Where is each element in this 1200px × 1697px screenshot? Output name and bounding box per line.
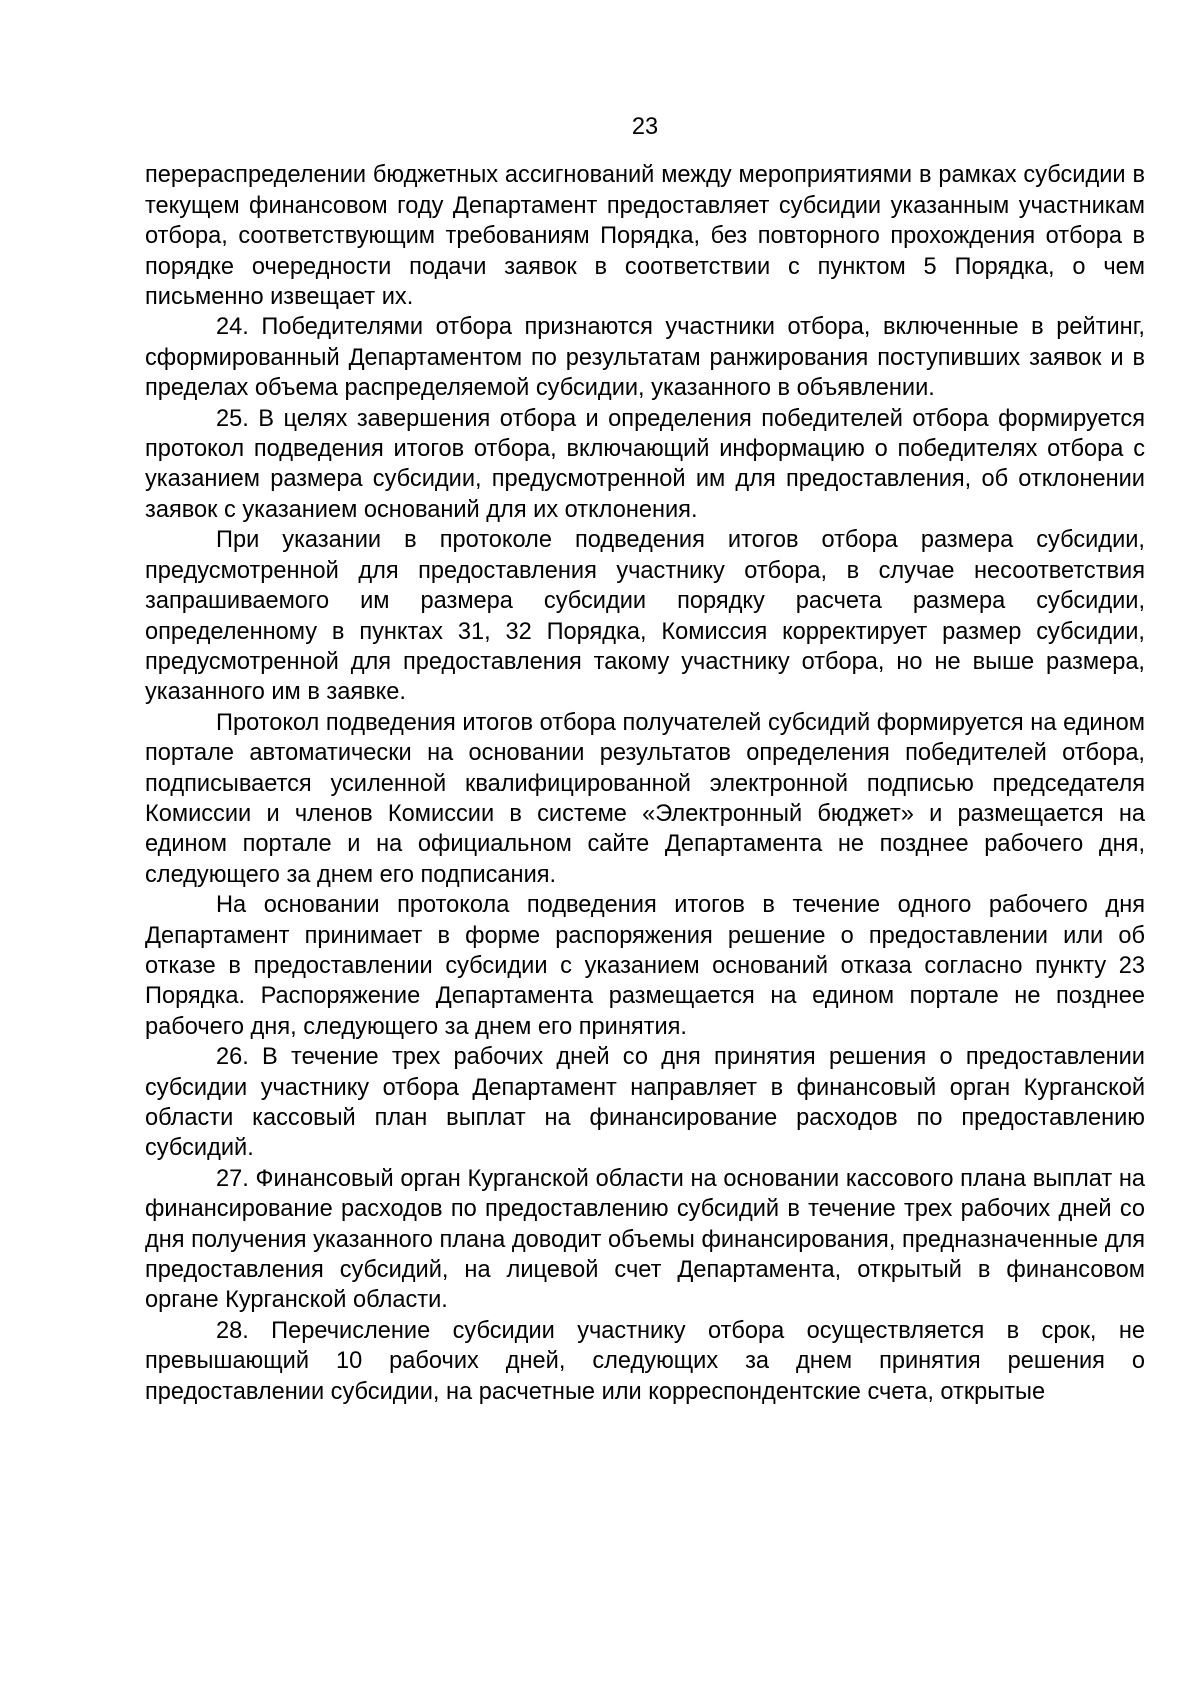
paragraph-protocol: Протокол подведения итогов отбора получателей субсидий формируется на едином портале автоматически на основании результатов определения победителей отбора, подписывается усиленной квалифицированной электронной подписью председателя Комиссии и членов Комиссии в системе «Электронный бюджет» и размещается на едином портале и на официальном сайте Департамента не позднее рабочего дня, следующего за днем его подписания. bbox=[145, 709, 1145, 888]
paragraph-item-25: 25. В целях завершения отбора и определения победителей отбора формируется протокол подведения итогов отбора, включающий информацию о победителях отбора с указанием размера субсидии, предусмотренной им для предоставления, об отклонении заявок с указанием оснований для их отклонения. bbox=[145, 405, 1145, 523]
paragraph-item-27: 27. Финансовый орган Курганской области на основании кассового плана выплат на финансирование расходов по предоставлению субсидий в течение трех рабочих дней со дня получения указанного плана доводит объемы финансирования, предназначенные для предоставления субсидий, на лицевой счет Департамента, открытый в финансовом органе Курганской области. bbox=[145, 1165, 1145, 1314]
page-number: 23 bbox=[631, 114, 659, 140]
paragraph-continuation: перераспределении бюджетных ассигнований между мероприятиями в рамках субсидии в текущем финансовом году Департамент предоставляет субсидии указанным участникам отбора, соответствующим требованиям Порядка, без повторного прохождения отбора в порядке очередности подачи заявок в соответствии с пунктом 5 Порядка, о чем письменно извещает их. bbox=[145, 162, 1145, 311]
paragraph-subsidy-size: При указании в протоколе подведения итогов отбора размера субсидии, предусмотренной для предоставления участнику отбора, в случае несоответствия запрашиваемого им размера субсидии порядку расчета размера субсидии, определенному в пунктах 31, 32 Порядка, Комиссия корректирует размер субсидии, предусмотренной для предоставления такому участнику отбора, но не выше размера, указанного им в заявке. bbox=[145, 527, 1145, 706]
paragraph-item-28: 28. Перечисление субсидии участнику отбора осуществляется в срок, не превышающий 10 рабочих дней, следующих за днем принятия решения о предоставлении субсидии, на расчетные или корреспондентские счета, открытые bbox=[145, 1317, 1145, 1405]
paragraph-item-26: 26. В течение трех рабочих дней со дня принятия решения о предоставлении субсидии участнику отбора Департамент направляет в финансовый орган Курганской области кассовый план выплат на финансирование расходов по предоставлению субсидий. bbox=[145, 1044, 1145, 1162]
paragraph-item-24: 24. Победителями отбора признаются участники отбора, включенные в рейтинг, сформированный Департаментом по результатам ранжирования поступивших заявок и в пределах объема распределяемой субсидии, указанного в объявлении. bbox=[145, 314, 1145, 402]
paragraph-decision: На основании протокола подведения итогов в течение одного рабочего дня Департамент принимает в форме распоряжения решение о предоставлении или об отказе в предоставлении субсидии с указанием оснований отказа согласно пункту 23 Порядка. Распоряжение Департамента размещается на едином портале не позднее рабочего дня, следующего за днем его принятия. bbox=[145, 892, 1145, 1040]
document-page bbox=[145, 112, 1145, 1407]
